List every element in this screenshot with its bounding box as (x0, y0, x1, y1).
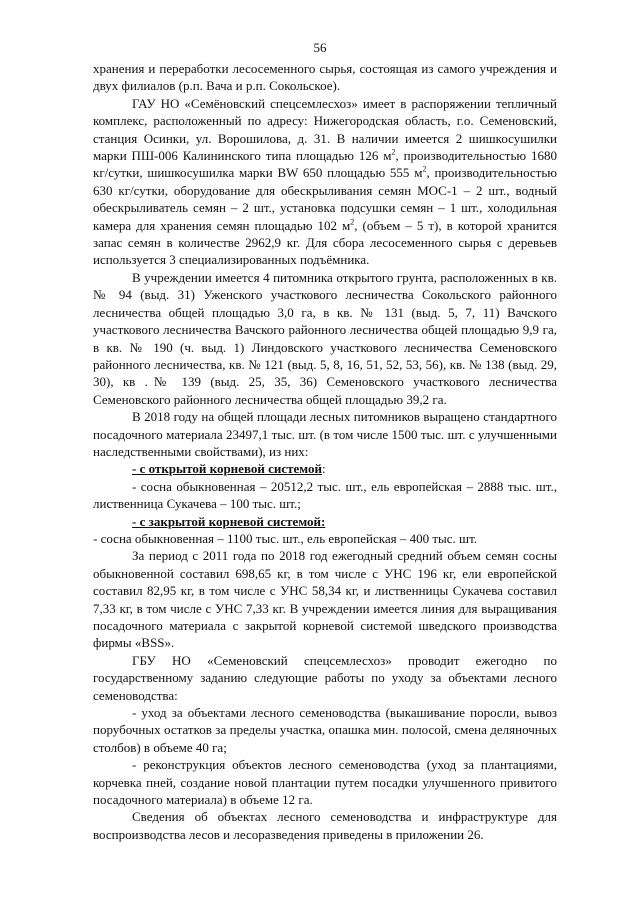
paragraph-greenhouse-complex (93, 95, 557, 269)
paragraph-appendix-reference: Сведения об объектах лесного семеноводства и инфраструктуре для воспроизводства лесов и лесоразведения приведены в приложении 26. (93, 809, 557, 842)
heading-closed-root-text: - с закрытой корневой системой: (132, 513, 326, 529)
paragraph-state-assignment: ГБУ НО «Семеновский спецсемлесхоз» проводит ежегодно по государственному заданию следующие работы по уходу за объектами лесного семеноводства: (93, 652, 557, 703)
paragraph-continued: хранения и переработки лесосеменного сырья, состоящая из самого учреждения и двух филиалов (р.п. Вача и р.п. Сокольское). (93, 61, 557, 94)
document-body (93, 60, 557, 843)
list-item-open-root: - сосна обыкновенная – 20512,2 тыс. шт., ель европейская – 2888 тыс. шт., лиственница Сукачева – 100 тыс. шт.; (93, 478, 557, 512)
text-part: , производительностью 630 кг/сутки, оборудование для обескрыливания семян МОС-1 – 2 шт., водный обескрыливатель семян – 2 шт., установка подсушки семян – 1 шт., холодильная камера для хранения семян площадью 102 м (93, 165, 557, 233)
heading-closed-root (93, 513, 557, 530)
page-number: 56 (313, 40, 327, 55)
list-item-care-works: - уход за объектами лесного семеноводства (выкашивание поросли, вывоз порубочных остатков за пределы участка, опашка мин. полосой, смена деляночных столбов) в объеме 40 га; (93, 705, 557, 755)
heading-colon: : (321, 461, 326, 477)
text-part: , производительностью 1680 кг/сутки, шишкосушилка марки BW 650 площадью 555 м (93, 148, 557, 181)
text-part: ГАУ НО «Семёновский спецсемлесхоз» имеет в распоряжении тепличный комплекс, расположенный по адресу: Нижегородская область, г.о. Семеновский, станция Осинки, ул. Ворошилова, д. 31. В наличии имеется 2 шишкосушилки марки ПШ-006 Калининского типа площадью 126 м (93, 95, 557, 164)
heading-open-root (93, 460, 557, 477)
paragraph-nurseries: В учреждении имеется 4 питомника открытого грунта, расположенных в кв. № 94 (выд. 31) Уженского участкового лесничества Сокольского районного лесничества общей площадью 3,0 га, в кв. № 131 (выд. 5, 7, 11) Вачского участкового лесничества Вачского районного лесничества общей площадью 9,9 га, в кв. № 190 (ч. выд. 1) Линдовского участкового лесничества Семеновского районного лесничества, кв. № 121 (выд. 5, 8, 16, 51, 52, 53, 56), кв. № 138 (выд. 29, 30), кв .№ 139 (выд. 25, 35, 36) Семеновского участкового лесничества Семеновского районного лесничества общей площадью 39,2 га. (93, 269, 557, 407)
list-item-closed-root: - сосна обыкновенная – 1100 тыс. шт., ель европейская – 400 тыс. шт. (93, 530, 478, 546)
superscript: 2 (350, 217, 355, 227)
list-item-reconstruction: - реконструкция объектов лесного семеноводства (уход за плантациями, корчевка пней, создание новой плантации путем посадки улучшенного привитого посадочного материала) в объеме 12 га. (93, 757, 557, 808)
heading-open-root-text: - с открытой корневой системой (132, 461, 322, 477)
paragraph-planting-material: В 2018 году на общей площади лесных питомников выращено стандартного посадочного материала 23497,1 тыс. шт. (в том числе 1500 тыс. шт. с улучшенными наследственными свойствами), из них: (93, 409, 557, 459)
superscript: 2 (422, 165, 427, 175)
superscript: 2 (391, 147, 396, 157)
text-part: , (объем – 5 т), в которой хранится запас семян в количестве 2962,9 кг. Для сбора лесосеменного сырья с деревьев используется 3 специализированных подъёмника. (93, 217, 557, 268)
paragraph-seed-volume: За период с 2011 года по 2018 год ежегодный средний объем семян сосны обыкновенной составил 698,65 кг, в том числе с УНС 196 кг, ели европейской составил 82,95 кг, в том числе с УНС 58,34 кг, и лиственницы Сукачева составил 7,33 кг, в том числе с УНС 7,33 кг. В учреждении имеется линия для выращивания посадочного материала с закрытой корневой системой шведского производства фирмы «BSS». (93, 548, 557, 651)
